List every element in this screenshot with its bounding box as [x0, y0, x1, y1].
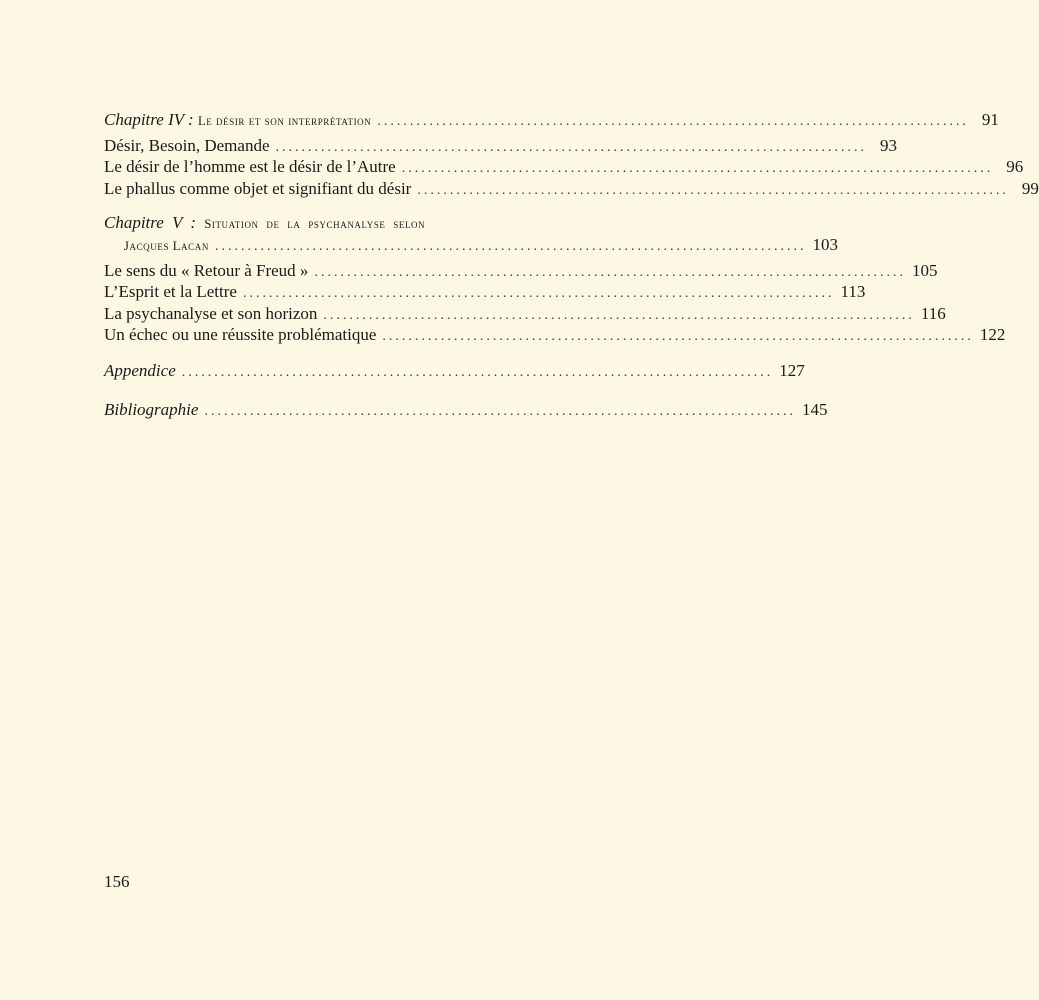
toc-entry [104, 178, 1039, 201]
leader-dots: ........................................................................................... [314, 264, 906, 280]
chapter-title-line2: Jacques Lacan [124, 238, 209, 253]
page-number: 145 [801, 399, 828, 419]
page-number: 93 [880, 135, 898, 155]
leader-dots: ........................................................................................... [275, 139, 868, 155]
toc-entry [104, 157, 1024, 179]
toc-entry [104, 135, 898, 158]
toc-entry [104, 260, 938, 283]
page-number: 105 [911, 260, 938, 280]
toc-entry [104, 303, 946, 326]
entry-title: Le sens du « Retour à Freud » [104, 260, 309, 280]
leader-dots: ........................................................................................... [323, 307, 915, 323]
leader-dots: ........................................................................................... [242, 286, 835, 302]
entry-title: Un échec ou une réussite problématique [104, 325, 377, 345]
page-number: 113 [840, 282, 866, 302]
leader-dots: ........................................................................................... [204, 403, 796, 419]
toc-bibliography [104, 399, 828, 422]
chapter-label: Chapitre V : [104, 213, 197, 233]
chapter-label: Chapitre IV : [104, 110, 194, 129]
toc-entry [104, 325, 1006, 347]
page-number: 91 [981, 110, 999, 129]
toc-chapter-4 [104, 110, 999, 132]
entry-title: La psychanalyse et son horizon [104, 303, 318, 323]
leader-dots: ........................................................................................... [181, 364, 774, 380]
entry-title: L’Esprit et la Lettre [104, 282, 237, 302]
chapter-title-line1: Situation de la psychanalyse selon [204, 217, 426, 232]
page-number: 103 [812, 234, 838, 254]
table-of-contents [104, 110, 1039, 421]
chapter-title: Le désir et son interprétation [197, 114, 372, 128]
entry-title: Désir, Besoin, Demande [104, 135, 270, 155]
folio-page-number: 156 [104, 872, 130, 891]
leader-dots: ........................................................................................... [401, 161, 994, 177]
entry-title: Bibliographie [104, 399, 199, 419]
page-number: 122 [979, 325, 1006, 345]
leader-dots: ........................................................................................... [417, 182, 1009, 198]
page-number: 116 [920, 303, 946, 323]
leader-dots: ........................................................................................... [214, 238, 807, 254]
entry-title: Le désir de l’homme est le désir de l’Autre [104, 157, 396, 177]
toc-chapter-5-line2 [104, 234, 838, 257]
toc-entry [104, 282, 866, 304]
page-number: 96 [1006, 157, 1024, 177]
leader-dots: ........................................................................................... [377, 114, 969, 129]
entry-title: Le phallus comme objet et signifiant du désir [104, 178, 412, 198]
page-number: 127 [779, 360, 805, 380]
leader-dots: ........................................................................................... [382, 329, 974, 345]
entry-title: Appendice [104, 360, 176, 380]
page-number: 99 [1021, 178, 1039, 198]
toc-chapter-5-line1 [104, 213, 617, 235]
toc-appendix [104, 360, 805, 383]
